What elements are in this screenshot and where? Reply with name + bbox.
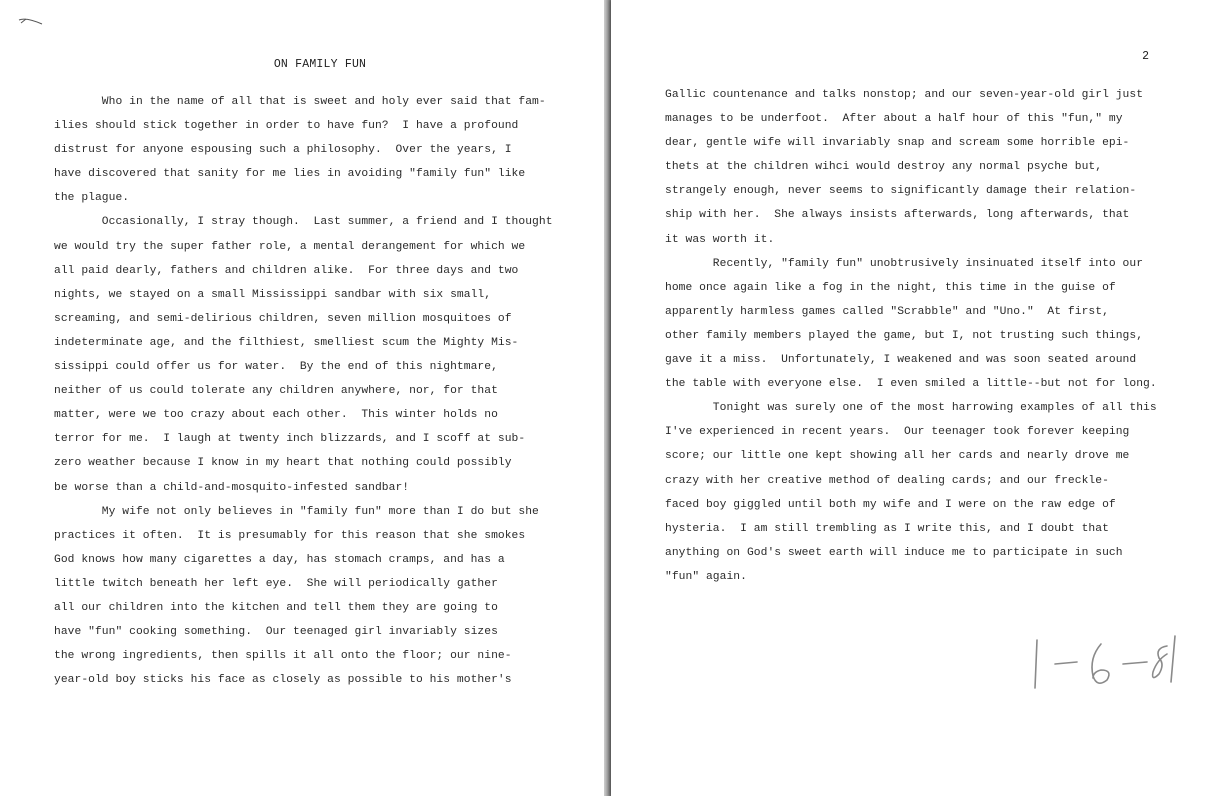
text-line: crazy with her creative method of dealing cards; and our freckle- bbox=[665, 474, 1109, 487]
pencil-mark-icon bbox=[18, 14, 44, 28]
document-title: ON FAMILY FUN bbox=[273, 58, 367, 71]
text-line: the plague. bbox=[54, 192, 130, 205]
left-page bbox=[0, 0, 604, 796]
text-line: strangely enough, never seems to significantly damage their relation- bbox=[665, 185, 1137, 198]
text-line: practices it often. It is presumably for this reason that she smokes bbox=[54, 529, 526, 542]
right-page-text bbox=[665, 83, 1157, 589]
text-line: hysteria. I am still trembling as I write this, and I doubt that bbox=[665, 522, 1109, 535]
text-line: be worse than a child-and-mosquito-infested sandbar! bbox=[54, 481, 410, 494]
text-line: all our children into the kitchen and tell them they are going to bbox=[54, 601, 498, 614]
text-line: Tonight was surely one of the most harrowing examples of all this bbox=[665, 402, 1157, 415]
text-line: ship with her. She always insists afterwards, long afterwards, that bbox=[665, 209, 1130, 222]
text-line: Recently, "family fun" unobtrusively insinuated itself into our bbox=[665, 257, 1144, 270]
page-number: 2 bbox=[1142, 50, 1149, 63]
left-page-text bbox=[54, 90, 553, 692]
text-line: distrust for anyone espousing such a philosophy. Over the years, I bbox=[54, 144, 512, 157]
text-line: manages to be underfoot. After about a half hour of this "fun," my bbox=[665, 113, 1123, 126]
text-line: terror for me. I laugh at twenty inch blizzards, and I scoff at sub- bbox=[54, 433, 526, 446]
text-line: matter, were we too crazy about each other. This winter holds no bbox=[54, 409, 498, 422]
handwritten-date-signature bbox=[1031, 632, 1181, 692]
text-line: dear, gentle wife will invariably snap and scream some horrible epi- bbox=[665, 137, 1130, 150]
text-line: sissippi could offer us for water. By the end of this nightmare, bbox=[54, 361, 498, 374]
text-line: all paid dearly, fathers and children alike. For three days and two bbox=[54, 264, 519, 277]
text-line: thets at the children wihci would destroy any normal psyche but, bbox=[665, 161, 1103, 174]
right-page bbox=[611, 0, 1229, 796]
text-line: zero weather because I know in my heart that nothing could possibly bbox=[54, 457, 512, 470]
text-line: My wife not only believes in "family fun" more than I do but she bbox=[54, 505, 539, 518]
text-line: nights, we stayed on a small Mississippi sandbar with six small, bbox=[54, 288, 492, 301]
text-line: it was worth it. bbox=[665, 233, 775, 246]
text-line: we would try the super father role, a mental derangement for which we bbox=[54, 240, 526, 253]
text-line: apparently harmless games called "Scrabble" and "Uno." At first, bbox=[665, 305, 1109, 318]
page-gutter bbox=[604, 0, 611, 796]
text-line: Who in the name of all that is sweet and holy ever said that fam- bbox=[54, 96, 546, 108]
text-line: Occasionally, I stray though. Last summer, a friend and I thought bbox=[54, 216, 553, 229]
text-line: screaming, and semi-delirious children, seven million mosquitoes of bbox=[54, 312, 512, 325]
text-line: "fun" again. bbox=[665, 570, 747, 583]
text-line: score; our little one kept showing all her cards and nearly drove me bbox=[665, 450, 1130, 463]
text-line: home once again like a fog in the night, this time in the guise of bbox=[665, 281, 1116, 294]
text-line: I've experienced in recent years. Our teenager took forever keeping bbox=[665, 426, 1130, 439]
text-line: year-old boy sticks his face as closely as possible to his mother's bbox=[54, 674, 512, 687]
text-line: God knows how many cigarettes a day, has stomach cramps, and has a bbox=[54, 553, 505, 566]
text-line: other family members played the game, but I, not trusting such things, bbox=[665, 329, 1144, 342]
text-line: the table with everyone else. I even smiled a little--but not for long. bbox=[665, 378, 1157, 391]
text-line: gave it a miss. Unfortunately, I weakened and was soon seated around bbox=[665, 354, 1137, 367]
text-line: have discovered that sanity for me lies in avoiding "family fun" like bbox=[54, 168, 526, 181]
text-line: neither of us could tolerate any children anywhere, nor, for that bbox=[54, 385, 498, 398]
text-line: Gallic countenance and talks nonstop; and our seven-year-old girl just bbox=[665, 89, 1144, 101]
text-line: anything on God's sweet earth will induce me to participate in such bbox=[665, 546, 1123, 559]
text-line: faced boy giggled until both my wife and I were on the raw edge of bbox=[665, 498, 1116, 511]
text-line: the wrong ingredients, then spills it all onto the floor; our nine- bbox=[54, 650, 512, 663]
text-line: have "fun" cooking something. Our teenaged girl invariably sizes bbox=[54, 626, 498, 639]
text-line: little twitch beneath her left eye. She will periodically gather bbox=[54, 577, 498, 590]
text-line: indeterminate age, and the filthiest, smelliest scum the Mighty Mis- bbox=[54, 336, 519, 349]
text-line: ilies should stick together in order to have fun? I have a profound bbox=[54, 120, 519, 133]
